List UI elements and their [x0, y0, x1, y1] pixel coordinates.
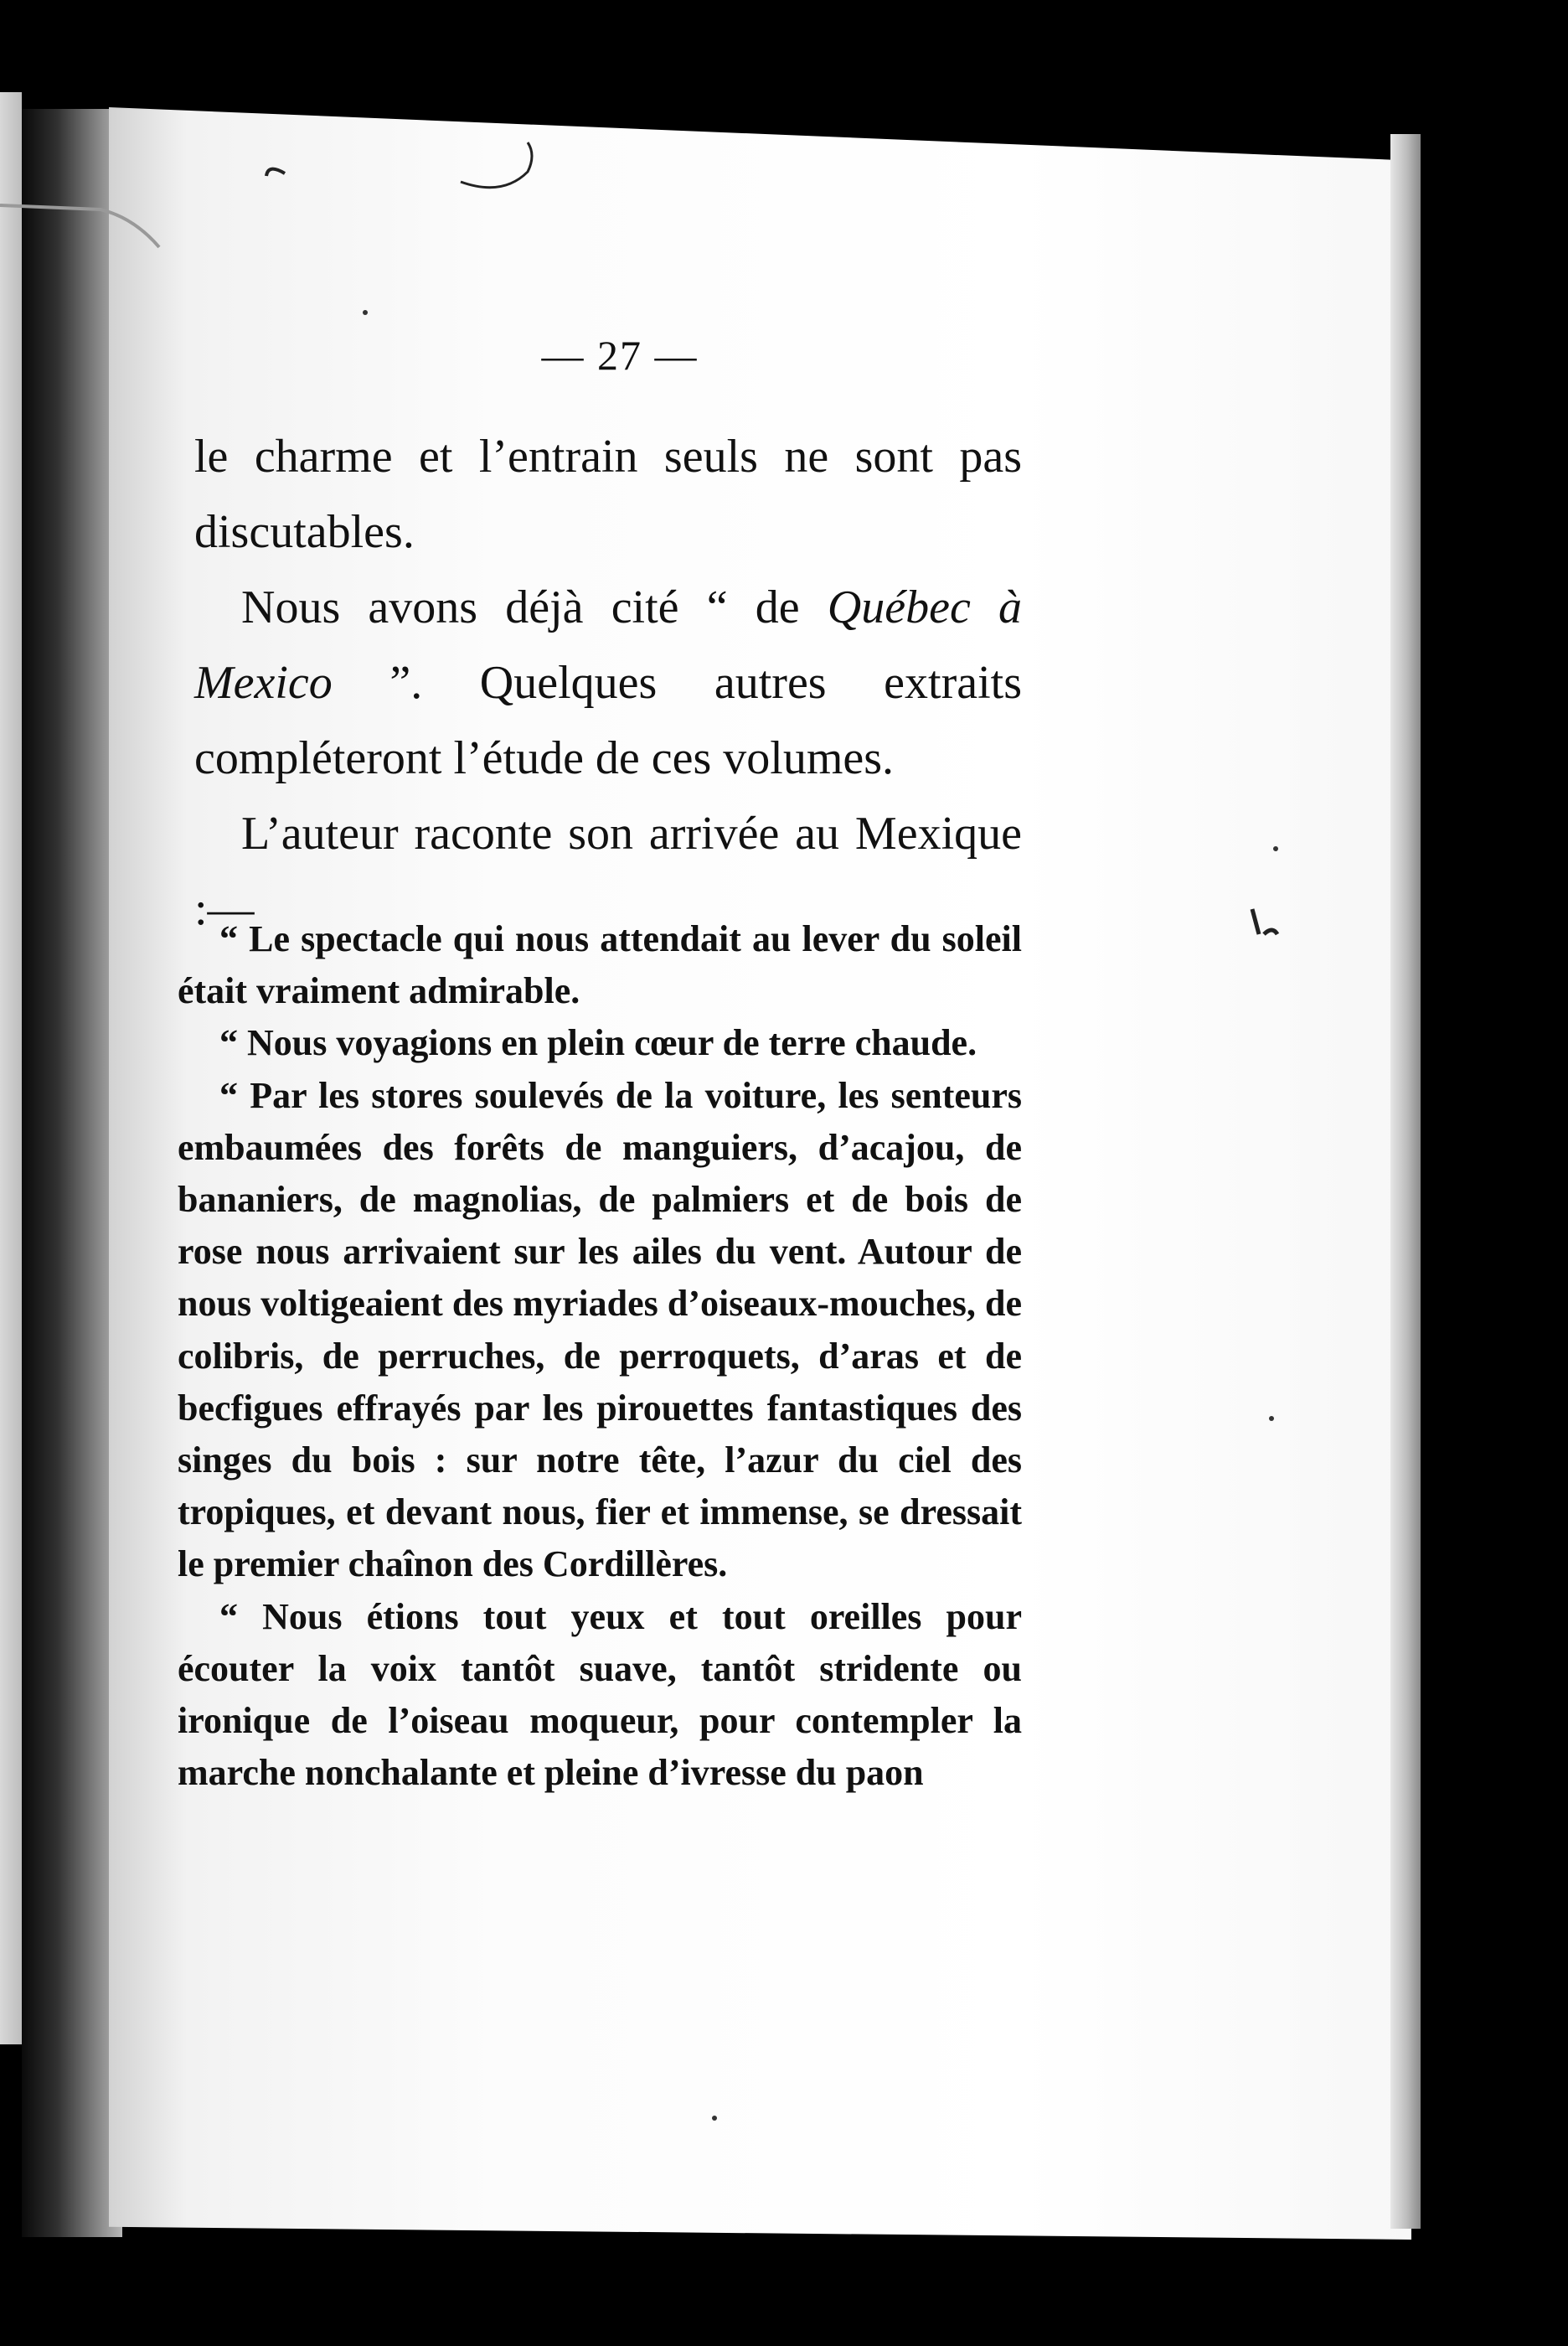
paragraph — [194, 570, 1022, 796]
quote-paragraph: “ Le spectacle qui nous attendait au lever du soleil était vraiment admirable. — [178, 918, 1022, 1012]
main-text-block — [194, 419, 1022, 947]
paragraph: le charme et l’entrain seuls ne sont pas discutables. — [194, 431, 1022, 558]
adjacent-page-sliver — [0, 92, 22, 2044]
dust-speck — [363, 310, 368, 315]
paragraph-text: Nous avons déjà cité “ de — [241, 581, 828, 633]
page-number: — 27 — — [541, 332, 699, 379]
dust-speck — [1269, 1416, 1274, 1421]
paragraph-text: ”. Quelques autres extraits compléteront l’étude de ces volumes. — [194, 657, 1022, 784]
ink-blot — [1244, 901, 1294, 951]
dust-speck — [712, 2116, 717, 2121]
dust-speck — [1273, 846, 1278, 851]
book-spine-shadow — [22, 109, 122, 2237]
margin-line-mark — [0, 168, 168, 268]
paragraph: L’auteur raconte son arrivée au Mexique :— — [194, 808, 1022, 935]
book-title: Québec à Mexico — [194, 581, 1022, 709]
quoted-text-block — [178, 913, 1022, 1799]
quote-paragraph: “ Nous voyagions en plein cœur de terre chaude. — [219, 1022, 977, 1064]
page-stack-edge — [1390, 134, 1421, 2229]
pencil-scribble — [251, 138, 570, 214]
quote-paragraph: “ Nous étions tout yeux et tout oreilles pour écouter la voix tantôt suave, tantôt stridente ou ironique de l’oiseau moqueur, pour contempler la marche nonchalante et pleine d’ivresse du paon — [178, 1595, 1022, 1794]
quote-paragraph: “ Par les stores soulevés de la voiture, les senteurs embaumées des forêts de manguiers, d’acajou, de bananiers, de magnolias, de palmiers et de bois de rose nous arrivaient sur les ailes du vent. Autour de nous voltigeaient des myriades d’oiseaux-mouches, de colibris, de perruches, de perroquets, d’aras et de becfigues effrayés par les pirouettes fantastiques des singes du bois : sur notre tête, l’azur du ciel des tropiques, et devant nous, fier et immense, se dressait le premier chaînon des Cordillères. — [178, 1074, 1022, 1585]
